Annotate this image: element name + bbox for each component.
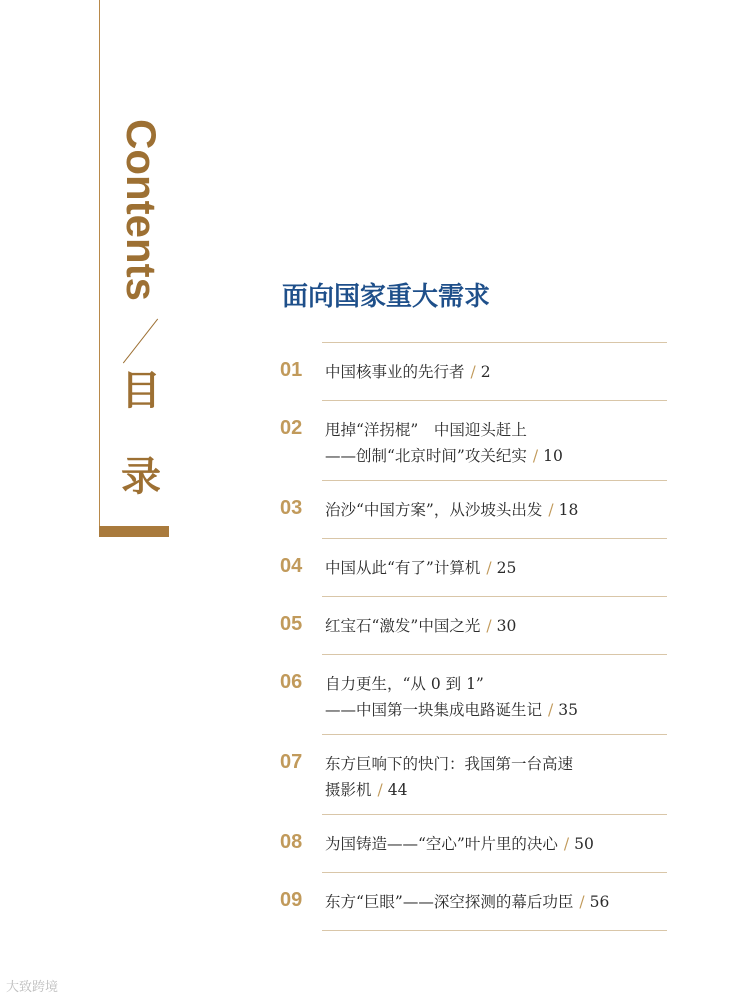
divider — [322, 596, 667, 597]
slash-separator: / — [470, 363, 476, 381]
watermark-text: 大致跨境 — [6, 980, 59, 995]
entry-number: 07 — [280, 751, 303, 773]
slash-separator: / — [532, 447, 539, 465]
divider — [322, 480, 667, 481]
entry-title — [325, 751, 573, 803]
entry-title-line: 甩掉“洋拐棍” 中国迎头赶上 — [325, 421, 527, 439]
entry-title-line: 自力更生，“从 0 到 1” — [325, 675, 484, 693]
entry-title — [325, 889, 609, 915]
divider — [322, 654, 667, 655]
toc-title-char-lu: 录 — [121, 454, 161, 500]
entry-page-number: 30 — [496, 617, 517, 635]
entry-number: 01 — [280, 359, 303, 381]
entry-page-number: 44 — [387, 781, 408, 799]
sidebar-accent-bar — [99, 526, 169, 537]
divider — [322, 538, 667, 539]
entry-page-number: 50 — [574, 835, 594, 853]
entry-title — [325, 831, 594, 857]
entry-title — [325, 555, 516, 581]
sidebar-vertical-rule — [99, 0, 100, 533]
entry-page-number: 18 — [558, 501, 579, 519]
entry-page-number: 2 — [480, 363, 491, 381]
entry-number: 03 — [280, 497, 303, 519]
entry-title-line: 红宝石“激发”中国之光 — [325, 617, 481, 635]
entry-page-number: 25 — [496, 559, 517, 577]
entry-number: 09 — [280, 889, 303, 911]
entry-number: 05 — [280, 613, 303, 635]
slash-separator: / — [548, 501, 554, 519]
divider — [322, 872, 667, 873]
slash-separator: / — [548, 701, 554, 719]
slash-divider — [123, 319, 158, 364]
divider — [322, 400, 667, 401]
toc-title-char-mu: 目 — [121, 368, 161, 414]
entry-subtitle-line: 摄影机 — [325, 781, 372, 799]
entry-title — [325, 497, 578, 523]
divider — [322, 814, 667, 815]
contents-heading: Contents — [118, 119, 165, 301]
divider — [322, 930, 667, 931]
entry-number: 06 — [280, 671, 303, 693]
entry-title-line: 中国核事业的先行者 — [325, 363, 465, 381]
entry-title — [325, 613, 516, 639]
entry-page-number: 35 — [558, 701, 578, 719]
slash-separator: / — [486, 559, 492, 577]
divider — [322, 734, 667, 735]
entry-number: 04 — [280, 555, 303, 577]
entry-title-line: 东方巨响下的快门：我国第一台高速 — [325, 755, 574, 773]
entry-number: 02 — [280, 417, 303, 439]
entry-subtitle-line: ——中国第一块集成电路诞生记 — [325, 701, 543, 719]
entry-title-line: 中国从此“有了”计算机 — [325, 559, 481, 577]
slash-separator: / — [579, 893, 585, 911]
slash-separator: / — [563, 835, 570, 853]
entry-title-line: 治沙“中国方案”，从沙坡头出发 — [325, 501, 543, 519]
entry-number: 08 — [280, 831, 303, 853]
entry-title — [325, 359, 491, 385]
slash-separator: / — [377, 781, 383, 799]
entry-page-number: 10 — [543, 447, 563, 465]
entry-subtitle-line: ——创制“北京时间”攻关纪实 — [325, 447, 527, 465]
section-title: 面向国家重大需求 — [282, 282, 491, 312]
divider — [322, 342, 667, 343]
entry-page-number: 56 — [589, 893, 610, 911]
entry-title-line: 东方“巨眼”——深空探测的幕后功臣 — [325, 893, 574, 911]
entry-title — [325, 417, 563, 469]
entry-title-line: 为国铸造——“空心”叶片里的决心 — [325, 835, 558, 853]
slash-separator: / — [486, 617, 492, 635]
entry-title — [325, 671, 578, 723]
